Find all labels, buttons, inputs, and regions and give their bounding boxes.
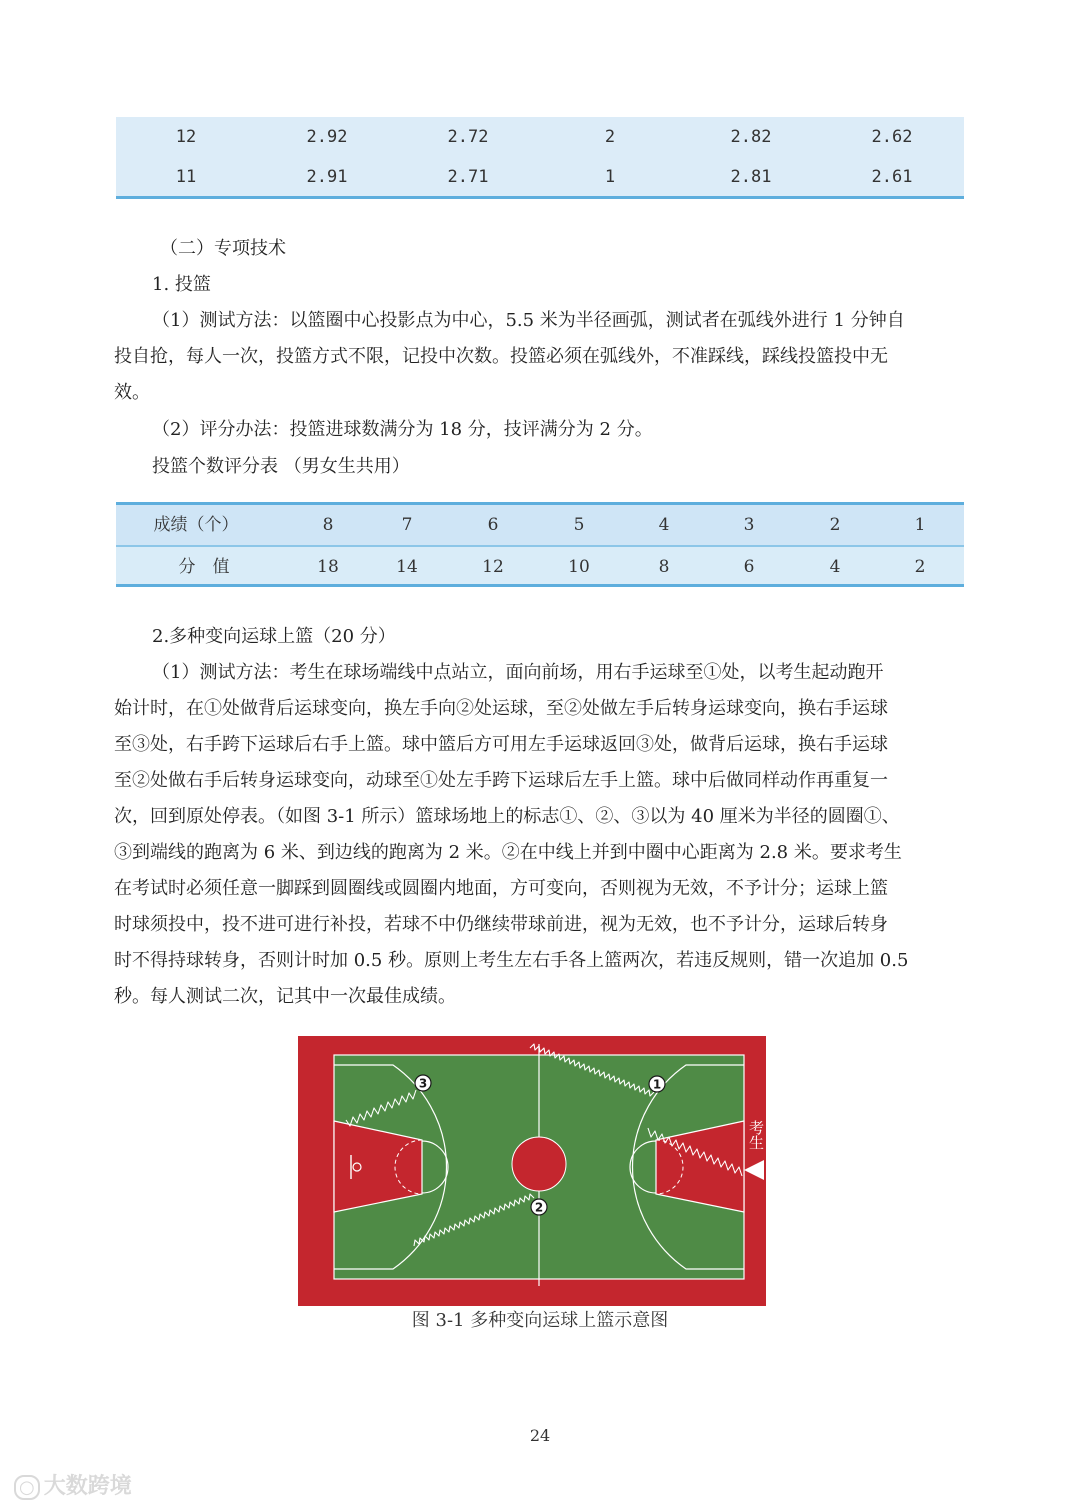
examinee-label: 考生 [747,1120,765,1150]
marker-3-label: 3 [418,1076,428,1091]
watermark [14,1469,132,1500]
marker-1-label: 1 [652,1077,662,1092]
marker-2 [531,1199,547,1215]
item2-title: 2.多种变向运球上篮（20 分） [152,626,396,647]
table-cell: 2.71 [447,167,489,187]
table-cell: 2.82 [730,127,772,147]
section-heading: （二）专项技术 [160,238,286,259]
table-row [116,117,964,157]
table-cell: 2 [829,515,841,535]
table-row [116,547,964,587]
basketball-court-diagram [298,1036,766,1306]
table-cell: 2.62 [871,127,913,147]
table-cell: 12 [175,127,197,147]
table-cell: 2.72 [447,127,489,147]
watermark-text: 大数跨境 [43,1474,132,1499]
paragraph-line: 至③处，右手跨下运球后右手上篮。球中篮后方可用左手运球返回③处，做背后运球，换右手运球 [114,734,888,755]
table-cell: 2 [604,127,616,147]
row-label: 成绩（个） [153,515,239,535]
score-table-top [116,117,964,199]
paragraph-line: （1）测试方法：以篮圈中心投影点为中心，5.5 米为半径画弧，测试者在弧线外进行 1 分钟自 [152,310,905,331]
paragraph-line: 至②处做右手后转身运球变向，动球至①处左手跨下运球后左手上篮。球中后做同样动作再重复一 [114,770,888,791]
paragraph-line: （1）测试方法：考生在球场端线中点站立，面向前场，用右手运球至①处，以考生起动跑开 [152,662,884,683]
table-row [116,505,964,545]
table-cell: 6 [743,557,755,577]
paragraph-line: 时球须投中，投不进可进行补投，若球不中仍继续带球前进，视为无效，也不予计分，运球后转身 [114,914,888,935]
watermark-logo-icon: ○ [14,1475,40,1500]
table-cell: 8 [658,557,670,577]
table-cell: 4 [829,557,841,577]
table-cell: 5 [573,515,585,535]
row-label: 分 值 [178,557,230,577]
paragraph-line: 效。 [114,382,150,403]
table-cell: 1 [604,167,616,187]
table-cell: 3 [743,515,755,535]
paragraph-line: 秒。每人测试二次，记其中一次最佳成绩。 [114,986,456,1007]
table-cell: 2.91 [306,167,348,187]
paragraph-line: 在考试时必须任意一脚踩到圆圈线或圆圈内地面，方可变向，否则视为无效，不予计分；运球上篮 [114,878,888,899]
table-cell: 2.92 [306,127,348,147]
paragraph-line: ③到端线的跑离为 6 米、到边线的跑离为 2 米。②在中线上并到中圈中心距离为 2.8 米。要求考生 [114,842,902,863]
figure-caption: 图 3-1 多种变向运球上篮示意图 [411,1310,669,1331]
table-cell: 11 [175,167,197,187]
table-cell: 2.61 [871,167,913,187]
table-cell: 12 [482,557,504,577]
paragraph-line: （2）评分办法：投篮进球数满分为 18 分，技评满分为 2 分。 [152,419,653,440]
paragraph-line: 次，回到原处停表。（如图 3-1 所示）篮球场地上的标志①、②、③以为 40 厘米为半径的圆圈①、 [114,806,900,827]
paragraph-line: 时不得持球转身，否则计时加 0.5 秒。原则上考生左右手各上篮两次，若违反规则，错一次追加 0.5 [114,950,909,971]
marker-1 [649,1076,665,1092]
table-title: 投篮个数评分表 （男女生共用） [152,456,410,477]
marker-2-label: 2 [534,1200,544,1215]
marker-3 [415,1075,431,1091]
shots-score-table [116,502,964,587]
table-cell: 18 [317,557,339,577]
table-row [116,157,964,197]
page-number: 24 [529,1426,551,1445]
table-cell: 14 [396,557,418,577]
table-cell: 1 [914,515,926,535]
table-cell: 6 [487,515,499,535]
table-cell: 7 [401,515,413,535]
paragraph-line: 始计时，在①处做背后运球变向，换左手向②处运球，至②处做左手后转身运球变向，换右手运球 [114,698,888,719]
center-circle [512,1137,566,1191]
item1-title: 1. 投篮 [152,274,211,295]
table-cell: 4 [658,515,670,535]
table-cell: 2.81 [730,167,772,187]
paragraph-line: 投自抢，每人一次，投篮方式不限，记投中次数。投篮必须在弧线外，不准踩线，踩线投篮投中无 [114,346,888,367]
table-cell: 10 [568,557,590,577]
table-cell: 8 [322,515,334,535]
table-cell: 2 [914,557,926,577]
